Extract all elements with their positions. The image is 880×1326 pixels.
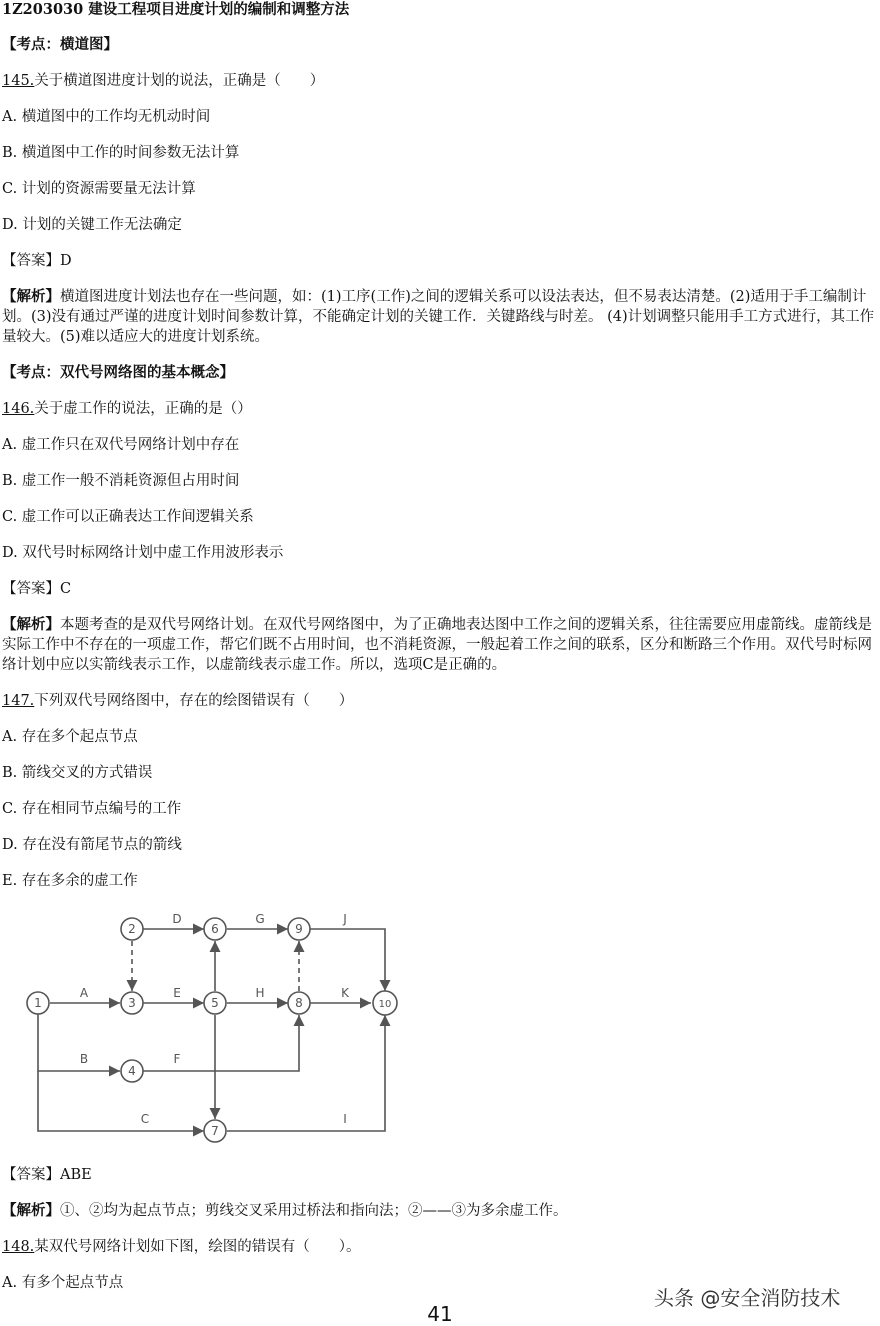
page-title: 1Z203030 建设工程项目进度计划的编制和调整方法 — [2, 1, 350, 18]
option-b: B. 箭线交叉的方式错误 — [2, 765, 153, 781]
option-d: D. 双代号时标网络计划中虚工作用波形表示 — [2, 545, 284, 561]
node-label: 10 — [378, 999, 392, 1010]
activity-label: B — [79, 1052, 89, 1066]
arrow-9-10 — [310, 929, 385, 991]
network-diagram — [10, 905, 410, 1150]
answer-value: D — [60, 253, 72, 269]
option-c: C. 存在相同节点编号的工作 — [2, 801, 182, 817]
activity-label: D — [172, 912, 182, 926]
question-stem: 某双代号网络计划如下图，绘图的错误有（ ）。 — [34, 1239, 361, 1255]
node-label: 9 — [295, 922, 303, 936]
analysis — [2, 615, 878, 675]
question-stem: 关于虚工作的说法，正确的是（） — [34, 401, 252, 417]
option-c: C. 虚工作可以正确表达工作间逻辑关系 — [2, 509, 254, 525]
activity-label: E — [173, 986, 181, 1000]
option-a: A. 横道图中的工作均无机动时间 — [2, 109, 211, 125]
node-label: 4 — [128, 1064, 136, 1078]
analysis — [2, 287, 878, 347]
question-stem: 关于横道图进度计划的说法，正确是（ ） — [34, 73, 325, 89]
node-label: 5 — [211, 996, 219, 1010]
option-d: D. 计划的关键工作无法确定 — [2, 217, 182, 233]
analysis-text: ①、②均为起点节点；剪线交叉采用过桥法和指向法；②——③为多余虚工作。 — [60, 1203, 568, 1219]
node-label: 2 — [128, 922, 136, 936]
analysis-label: 【解析】 — [2, 1202, 60, 1219]
node-label: 7 — [211, 1124, 219, 1138]
activity-label: I — [343, 1112, 347, 1126]
question-number: 148. — [2, 1239, 35, 1255]
option-e: E. 存在多余的虚工作 — [2, 873, 138, 889]
answer — [2, 579, 71, 599]
answer-label: 【答案】 — [2, 253, 60, 269]
question-148 — [2, 1237, 361, 1257]
option-a: A. 存在多个起点节点 — [2, 729, 138, 745]
activity-label: J — [343, 912, 347, 926]
option-c: C. 计划的资源需要量无法计算 — [2, 181, 196, 197]
activity-label: A — [79, 986, 89, 1000]
analysis-label: 【解析】 — [2, 288, 60, 305]
answer-value: ABE — [60, 1167, 92, 1183]
option-d: D. 存在没有箭尾节点的箭线 — [2, 837, 182, 853]
analysis — [2, 1201, 568, 1221]
activity-label: C — [140, 1112, 150, 1126]
section-topic-network: 【考点：双代号网络图的基本概念】 — [2, 364, 234, 381]
option-a: A. 有多个起点节点 — [2, 1275, 124, 1291]
answer-label: 【答案】 — [2, 581, 60, 597]
question-145 — [2, 71, 324, 91]
question-146 — [2, 399, 252, 419]
option-a: A. 虚工作只在双代号网络计划中存在 — [2, 437, 240, 453]
watermark: 头条 @安全消防技术 — [654, 1286, 841, 1310]
activity-label: K — [341, 986, 349, 1000]
node-label: 8 — [295, 996, 303, 1010]
answer — [2, 1165, 92, 1185]
page-number: 41 — [427, 1302, 453, 1326]
activity-label: F — [173, 1052, 181, 1066]
question-number: 147. — [2, 693, 35, 709]
section-topic-gantt: 【考点：横道图】 — [2, 36, 118, 53]
question-number: 146. — [2, 401, 35, 417]
activity-label: G — [255, 912, 265, 926]
node-label: 6 — [211, 922, 219, 936]
arrow-7-10 — [227, 1015, 385, 1131]
answer — [2, 251, 72, 271]
question-stem: 下列双代号网络图中，存在的绘图错误有（ ） — [34, 693, 354, 709]
option-b: B. 虚工作一般不消耗资源但占用时间 — [2, 473, 240, 489]
arrow-4-8 — [143, 1015, 299, 1071]
answer-label: 【答案】 — [2, 1167, 60, 1183]
analysis-text: 本题考查的是双代号网络计划。在双代号网络图中，为了正确地表达图中工作之间的逻辑关系，往往需要应用虚箭线。虚箭线是实际工作中不存在的一项虚工作，帮它们既不占用时间，也不消耗资源，一般起着工作之间的联系，区分和断路三个作用。双代号时标网络计划中应以实箭线表示工作，以虚箭线表示虚工作。所以，选项C是正确的。 — [2, 617, 872, 673]
question-number: 145. — [2, 73, 35, 89]
option-b: B. 横道图中工作的时间参数无法计算 — [2, 145, 240, 161]
analysis-text: 横道图进度计划法也存在一些问题，如：(1)工序(工作)之间的逻辑关系可以设法表达，但不易表达清楚。(2)适用于手工编制计划。(3)没有通过严谨的进度计划时间参数计算，不能确定计划的关键工作．关键路线与时差。 (4)计划调整只能用手工方式进行，其工作量较大。(5)难以适应大的进度计划系统。 — [2, 289, 875, 345]
node-label: 3 — [128, 996, 136, 1010]
activity-label: H — [255, 986, 265, 1000]
question-147 — [2, 691, 353, 711]
analysis-label: 【解析】 — [2, 616, 60, 633]
arrow-1-7 — [38, 1071, 204, 1131]
answer-value: C — [60, 581, 72, 597]
node-label: 1 — [34, 996, 42, 1010]
